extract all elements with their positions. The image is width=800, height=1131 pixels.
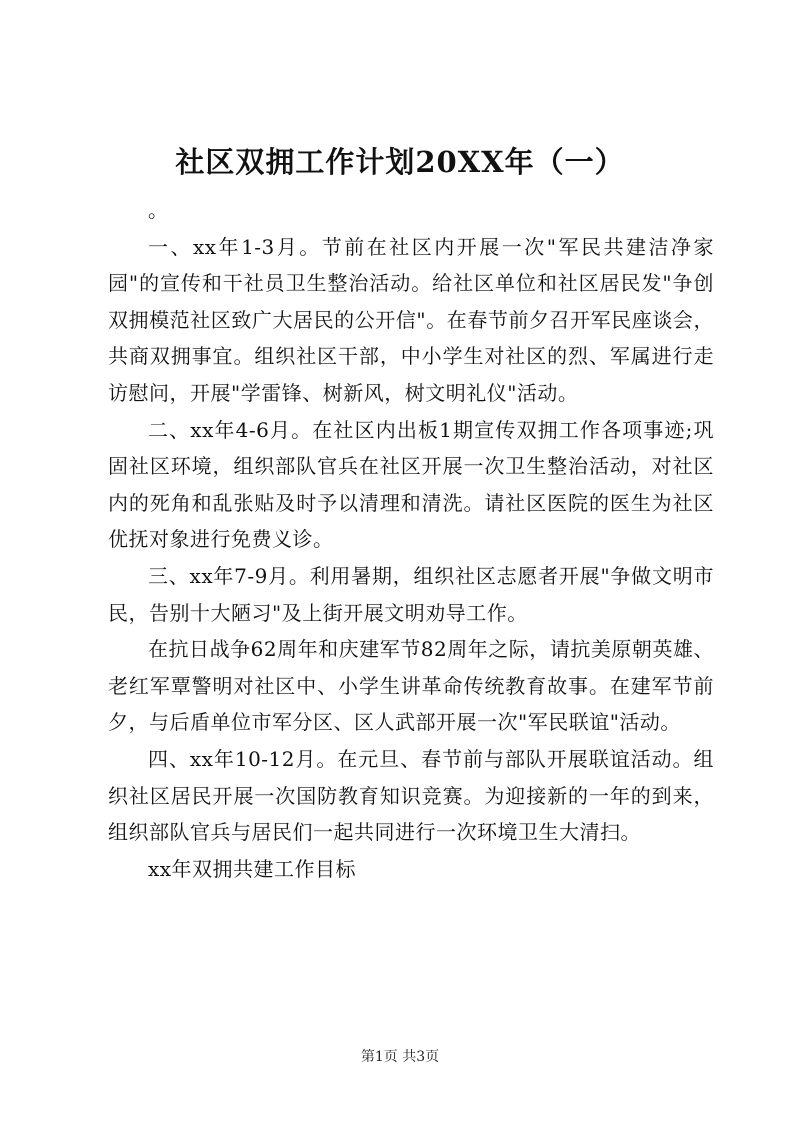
page-number-footer: 第1页 共3页 xyxy=(360,1049,440,1065)
paragraph-1: 一、xx年1-3月。节前在社区内开展一次"军民共建洁净家园"的宣传和干社员卫生整治活动。给社区单位和社区居民发"争创双拥模范社区致广大居民的公开信"。在春节前夕召开军民座谈会，共商双拥事宜。组织社区干部，中小学生对社区的烈、军属进行走访慰问，开展"学雷锋、树新风，树文明礼仪"活动。 xyxy=(108,234,714,405)
paragraph-2: 二、xx年4-6月。在社区内出板1期宣传双拥工作各项事迹;巩固社区环境，组织部队官兵在社区开展一次卫生整治活动，对社区内的死角和乱张贴及时予以清理和清洗。请社区医院的医生为社区优抚对象进行免费义诊。 xyxy=(108,417,714,552)
paragraph-3: 三、xx年7-9月。利用暑期，组织社区志愿者开展"争做文明市民，告别十大陋习"及上街开展文明劝导工作。 xyxy=(108,563,714,625)
paragraph-5: 四、xx年10-12月。在元旦、春节前与部队开展联谊活动。组织社区居民开展一次国防教育知识竞赛。为迎接新的一年的到来，组织部队官兵与居民们一起共同进行一次环境卫生大清扫。 xyxy=(108,746,714,845)
paragraph-0: 。 xyxy=(148,198,169,222)
paragraph-4: 在抗日战争62周年和庆建军节82周年之际，请抗美原朝英雄、老红军覃警明对社区中、小学生讲革命传统教育故事。在建军节前夕，与后盾单位市军分区、区人武部开展一次"军民联谊"活动。 xyxy=(108,637,714,735)
document-title: 社区双拥工作计划20XX年（一） xyxy=(175,145,625,179)
document-body xyxy=(108,192,714,887)
paragraph-6: xx年双拥共建工作目标 xyxy=(148,856,357,881)
